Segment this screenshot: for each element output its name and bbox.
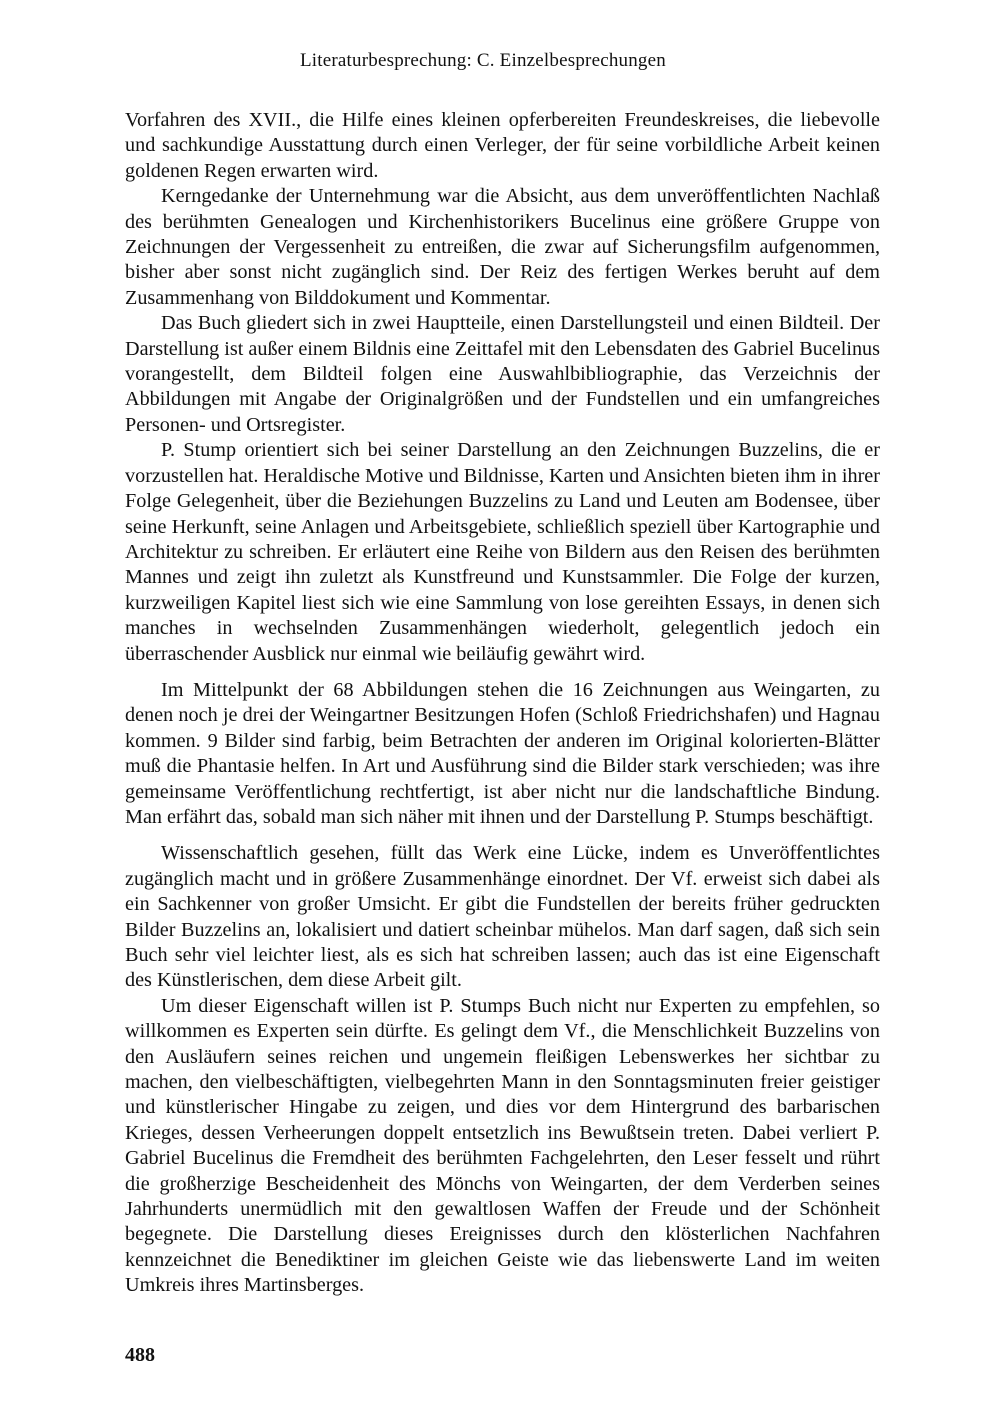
paragraph-5: Im Mittelpunkt der 68 Abbildungen stehen die 16 Zeichnungen aus Weingarten, zu denen noch je drei der Weingartner Besitzungen Hofen (Schloß Friedrichshafen) und Hagnau kommen. 9 Bilder sind farbig, beim Betrachten der anderen im Original kolorierten-Blätter muß die Phantasie helfen. In Art und Ausführung sind die Bilder stark verschieden; was ihre gemeinsame Veröffentlichung rechtfertigt, ist aber nicht nur die landschaftliche Bindung. Man erfährt das, sobald man sich näher mit ihnen und der Darstellung P. Stumps beschäftigt. [125, 678, 880, 828]
paragraph-6: Wissenschaftlich gesehen, füllt das Werk eine Lücke, indem es Unveröffentlichtes zugänglich macht und in größere Zusammenhänge einordnet. Der Vf. erweist sich dabei als ein Sachkenner von großer Umsicht. Er gibt die Fundstellen der bereits früher gedruckten Bilder Buzzelins an, lokalisiert und datiert scheinbar mühelos. Man darf sagen, daß sich sein Buch sehr viel leichter liest, als es sich hat schreiben lassen; auch das ist eine Eigenschaft des Künstlerischen, dem diese Arbeit gilt. [125, 842, 880, 992]
paragraph-2: Kerngedanke der Unternehmung war die Absicht, aus dem unveröffentlichten Nachlaß des berühmten Genealogen und Kirchenhistorikers Bucelinus eine größere Gruppe von Zeichnungen der Vergessenheit zu entreißen, die zwar auf Sicherungsfilm aufgenommen, bisher aber sonst nicht zugänglich sind. Der Reiz des fertigen Werkes beruht auf dem Zusammenhang von Bilddokument und Kommentar. [125, 185, 880, 309]
body-text [125, 108, 880, 1299]
paragraph-7: Um dieser Eigenschaft willen ist P. Stumps Buch nicht nur Experten zu empfehlen, so willkommen es Experten sein dürfte. Es gelingt dem Vf., die Menschlichkeit Buzzelins von den Ausläufern seines reichen und ungemein fleißigen Lebenswerkes her sichtbar zu machen, den vielbeschäftigten, vielbegehrten Mann in den Sonntagsminuten freier geistiger und künstlerischer Hingabe zu zeigen, und dies vor dem Hintergrund des barbarischen Krieges, dessen Verheerungen doppelt entsetzlich ins Bewußtsein treten. Dabei verliert P. Gabriel Bucelinus die Fremdheit des berühmten Fachgelehrten, den Leser fesselt und rührt die großherzige Bescheidenheit des Mönchs von Weingarten, der dem Verderben seines Jahrhunderts unermüdlich mit den gewaltlosen Waffen der Freude und der Schönheit begegnete. Die Darstellung dieses Ereignisses durch den klösterlichen Nachfahren kennzeichnet die Benediktiner im gleichen Geiste wie das liebenswerte Land im weiten Umkreis ihres Martinsberges. [125, 994, 880, 1297]
page-number: 488 [125, 1344, 155, 1366]
running-head: Literaturbesprechung: C. Einzelbesprechungen [300, 50, 666, 71]
paragraph-1: Vorfahren des XVII., die Hilfe eines kleinen opferbereiten Freundeskreises, die liebevolle und sachkundige Ausstattung durch einen Verleger, der für seine vorbildliche Arbeit keinen goldenen Regen erwarten wird. [125, 109, 880, 182]
paragraph-4: P. Stump orientiert sich bei seiner Darstellung an den Zeichnungen Buzzelins, die er vorzustellen hat. Heraldische Motive und Bildnisse, Karten und Ansichten bieten ihm in ihrer Folge Gelegenheit, über die Beziehungen Buzzelins zu Land und Leuten am Bodensee, über seine Herkunft, seine Anlagen und Arbeitsgebiete, schließlich speziell über Kartographie und Architektur zu schreiben. Er erläutert eine Reihe von Bildern aus den Reisen des berühmten Mannes und zeigt ihn zuletzt als Kunstfreund und Kunstsammler. Die Folge der kurzen, kurzweiligen Kapitel liest sich wie eine Sammlung von lose gereihten Essays, in denen sich manches in wechselnden Zusammenhängen wiederholt, gelegentlich jedoch ein überraschender Ausblick nur einmal wie beiläufig gewährt wird. [125, 439, 880, 665]
paragraph-3: Das Buch gliedert sich in zwei Hauptteile, einen Darstellungsteil und einen Bildteil. Der Darstellung ist außer einem Bildnis eine Zeittafel mit den Lebensdaten des Gabriel Bucelinus vorangestellt, dem Bildteil folgen eine Auswahlbibliographie, das Verzeichnis der Abbildungen mit Angabe der Originalgrößen und der Fundstellen und ein umfangreiches Personen- und Ortsregister. [125, 312, 880, 436]
